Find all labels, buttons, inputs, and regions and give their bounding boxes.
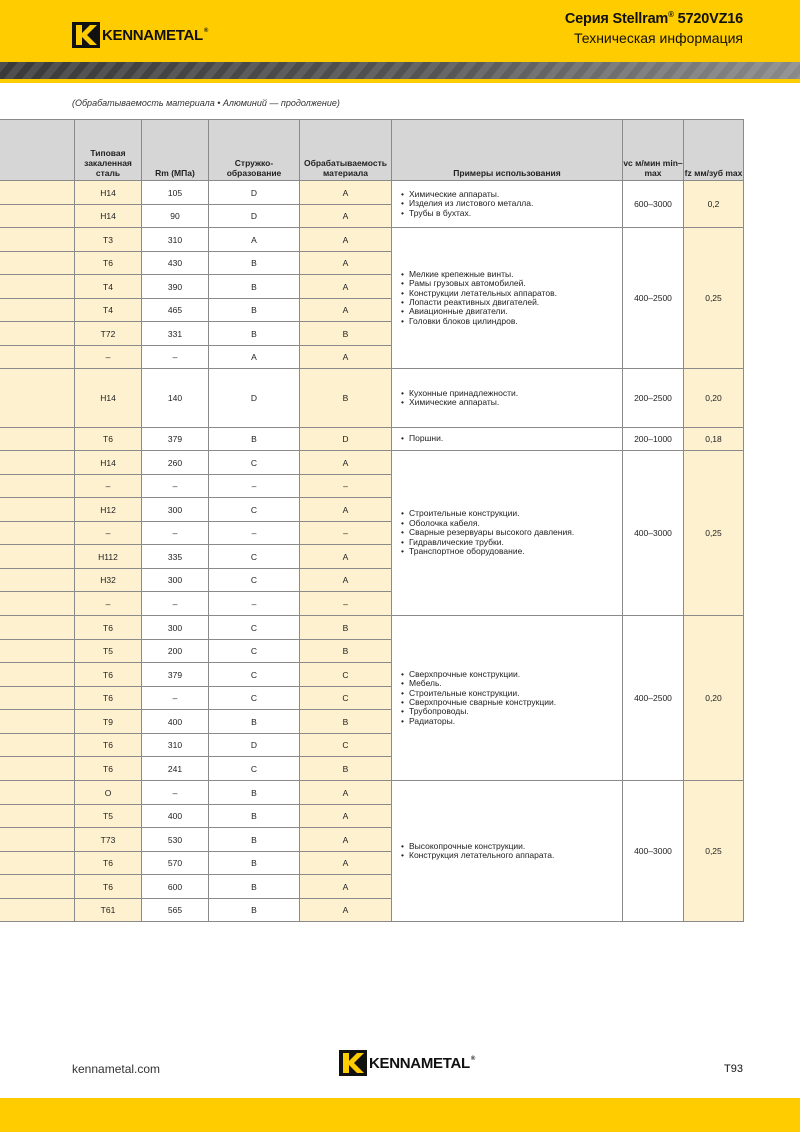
material-cell: [0, 181, 75, 205]
chip-formation-cell: C: [209, 687, 300, 710]
usage-list: [401, 389, 618, 408]
usage-list: [401, 190, 618, 218]
temper-cell: H14: [75, 181, 142, 205]
material-cell: [0, 899, 75, 922]
header-temper: Типовая закаленная сталь: [75, 120, 142, 181]
temper-cell: T6: [75, 852, 142, 875]
machinability-cell: A: [300, 899, 392, 922]
temper-cell: T5: [75, 640, 142, 663]
usage-examples-cell: [392, 228, 623, 369]
table-body: [0, 181, 744, 922]
material-cell: [0, 592, 75, 616]
machinability-cell: B: [300, 640, 392, 663]
material-cell: [0, 275, 75, 299]
material-cell: [0, 299, 75, 322]
chip-formation-cell: C: [209, 757, 300, 781]
usage-item: • Мебель.: [401, 679, 618, 688]
rm-cell: 570: [142, 852, 209, 875]
usage-item: • Кухонные принадлежности.: [401, 389, 618, 398]
table-row: [0, 781, 744, 805]
vc-cell: 600–3000: [623, 181, 684, 228]
machinability-cell: A: [300, 805, 392, 828]
temper-cell: H14: [75, 451, 142, 475]
rm-cell: 300: [142, 616, 209, 640]
header-brand-name: KENNAMETAL®: [102, 26, 209, 44]
temper-cell: –: [75, 346, 142, 369]
usage-examples-cell: [392, 428, 623, 451]
material-cell: [0, 852, 75, 875]
usage-list: [401, 270, 618, 326]
machinability-cell: B: [300, 322, 392, 346]
usage-item: • Сверхпрочные конструкции.: [401, 670, 618, 679]
chip-formation-cell: D: [209, 205, 300, 228]
chip-formation-cell: B: [209, 299, 300, 322]
yellow-rule: [0, 79, 800, 83]
material-cell: [0, 451, 75, 475]
usage-item: • Изделия из листового металла.: [401, 199, 618, 208]
temper-cell: –: [75, 522, 142, 545]
usage-item: • Головки блоков цилиндров.: [401, 317, 618, 326]
machinability-cell: A: [300, 875, 392, 899]
temper-cell: T6: [75, 875, 142, 899]
chip-formation-cell: B: [209, 710, 300, 734]
rm-cell: 331: [142, 322, 209, 346]
vc-cell: 400–2500: [623, 228, 684, 369]
machinability-cell: –: [300, 475, 392, 498]
header-logo: [72, 22, 208, 48]
material-cell: [0, 640, 75, 663]
series-title: Серия Stellram® 5720VZ16: [564, 10, 743, 27]
rm-cell: –: [142, 346, 209, 369]
rm-cell: 335: [142, 545, 209, 569]
material-cell: [0, 663, 75, 687]
usage-item: • Лопасти реактивных двигателей.: [401, 298, 618, 307]
table-row: [0, 181, 744, 205]
vc-cell: 400–2500: [623, 616, 684, 781]
header-usage-examples: Примеры использования: [392, 120, 623, 181]
rm-cell: –: [142, 781, 209, 805]
rm-cell: 310: [142, 228, 209, 252]
fz-cell: 0,2: [684, 181, 744, 228]
rm-cell: 300: [142, 498, 209, 522]
material-cell: [0, 710, 75, 734]
vc-cell: 200–1000: [623, 428, 684, 451]
rm-cell: 310: [142, 734, 209, 757]
rm-cell: 379: [142, 663, 209, 687]
usage-item: • Конструкция летательного аппарата.: [401, 851, 618, 860]
usage-item: • Сверхпрочные сварные конструкции.: [401, 698, 618, 707]
machinability-cell: A: [300, 205, 392, 228]
temper-cell: T5: [75, 805, 142, 828]
machinability-cell: B: [300, 710, 392, 734]
material-cell: [0, 616, 75, 640]
temper-cell: T6: [75, 757, 142, 781]
footer-bar: [0, 1098, 800, 1132]
machinability-cell: B: [300, 369, 392, 428]
page-subtitle: Техническая информация: [573, 29, 743, 46]
material-cell: [0, 228, 75, 252]
rm-cell: 300: [142, 569, 209, 592]
temper-cell: T6: [75, 428, 142, 451]
temper-cell: O: [75, 781, 142, 805]
rm-cell: 390: [142, 275, 209, 299]
machinability-cell: A: [300, 228, 392, 252]
kennametal-k-mark-icon: [72, 22, 100, 48]
material-cell: [0, 346, 75, 369]
temper-cell: T6: [75, 663, 142, 687]
temper-cell: –: [75, 475, 142, 498]
material-cell: [0, 498, 75, 522]
rm-cell: 600: [142, 875, 209, 899]
usage-item: • Высокопрочные конструкции.: [401, 842, 618, 851]
fz-cell: 0,25: [684, 228, 744, 369]
usage-item: • Сварные резервуары высокого давления.: [401, 528, 618, 537]
machinability-cell: B: [300, 757, 392, 781]
usage-list: [401, 842, 618, 861]
chip-formation-cell: D: [209, 734, 300, 757]
rm-cell: 465: [142, 299, 209, 322]
fz-cell: 0,25: [684, 781, 744, 922]
rm-cell: 565: [142, 899, 209, 922]
usage-item: • Химические аппараты.: [401, 190, 618, 199]
usage-list: [401, 670, 618, 726]
chip-formation-cell: B: [209, 322, 300, 346]
kennametal-k-mark-icon: [339, 1050, 367, 1076]
material-cell: [0, 252, 75, 275]
temper-cell: –: [75, 592, 142, 616]
material-cell: [0, 875, 75, 899]
rm-cell: –: [142, 592, 209, 616]
rm-cell: –: [142, 475, 209, 498]
machinability-cell: B: [300, 616, 392, 640]
chip-formation-cell: B: [209, 275, 300, 299]
page-number: T93: [724, 1063, 743, 1075]
machinability-cell: A: [300, 781, 392, 805]
header-blank: [0, 120, 75, 181]
material-cell: [0, 781, 75, 805]
table-header-row: [0, 120, 744, 181]
temper-cell: T6: [75, 616, 142, 640]
chip-formation-cell: A: [209, 346, 300, 369]
machinability-cell: –: [300, 522, 392, 545]
temper-cell: T3: [75, 228, 142, 252]
table-caption: (Обрабатываемость материала • Алюминий — продолжение): [72, 98, 340, 108]
material-cell: [0, 428, 75, 451]
chip-formation-cell: B: [209, 252, 300, 275]
fz-cell: 0,20: [684, 369, 744, 428]
usage-examples-cell: [392, 781, 623, 922]
fz-cell: 0,20: [684, 616, 744, 781]
chip-formation-cell: B: [209, 852, 300, 875]
machinability-cell: A: [300, 275, 392, 299]
fz-cell: 0,18: [684, 428, 744, 451]
usage-examples-cell: [392, 369, 623, 428]
machinability-table: [0, 119, 744, 922]
usage-item: • Строительные конструкции.: [401, 509, 618, 518]
rm-cell: 400: [142, 710, 209, 734]
machinability-cell: A: [300, 545, 392, 569]
table-row: [0, 616, 744, 640]
chip-formation-cell: B: [209, 428, 300, 451]
rm-cell: 241: [142, 757, 209, 781]
machinability-cell: –: [300, 592, 392, 616]
usage-item: • Химические аппараты.: [401, 398, 618, 407]
rm-cell: 379: [142, 428, 209, 451]
rm-cell: 530: [142, 828, 209, 852]
chip-formation-cell: A: [209, 228, 300, 252]
chip-formation-cell: –: [209, 475, 300, 498]
usage-item: • Трубы в бухтах.: [401, 209, 618, 218]
header-vc: vc м/мин min–max: [623, 120, 684, 181]
usage-item: • Конструкции летательных аппаратов.: [401, 289, 618, 298]
material-cell: [0, 522, 75, 545]
machinability-cell: A: [300, 828, 392, 852]
temper-cell: H12: [75, 498, 142, 522]
chip-formation-cell: C: [209, 569, 300, 592]
temper-cell: T6: [75, 734, 142, 757]
usage-item: • Поршни.: [401, 434, 618, 443]
usage-item: • Трубопроводы.: [401, 707, 618, 716]
usage-item: • Радиаторы.: [401, 717, 618, 726]
usage-examples-cell: [392, 616, 623, 781]
chip-formation-cell: C: [209, 616, 300, 640]
chip-formation-cell: B: [209, 899, 300, 922]
rm-cell: 400: [142, 805, 209, 828]
usage-item: • Гидравлические трубки.: [401, 538, 618, 547]
table-row: [0, 369, 744, 428]
usage-list: [401, 434, 618, 443]
rm-cell: –: [142, 687, 209, 710]
chip-formation-cell: D: [209, 369, 300, 428]
machinability-cell: A: [300, 181, 392, 205]
vc-cell: 400–3000: [623, 451, 684, 616]
usage-item: • Транспортное оборудование.: [401, 547, 618, 556]
usage-item: • Оболочка кабеля.: [401, 519, 618, 528]
material-cell: [0, 805, 75, 828]
temper-cell: T6: [75, 687, 142, 710]
machinability-cell: A: [300, 498, 392, 522]
machinability-cell: D: [300, 428, 392, 451]
machinability-cell: C: [300, 734, 392, 757]
rm-cell: 260: [142, 451, 209, 475]
usage-examples-cell: [392, 181, 623, 228]
usage-item: • Строительные конструкции.: [401, 689, 618, 698]
header-rm: Rm (МПа): [142, 120, 209, 181]
temper-cell: H14: [75, 205, 142, 228]
usage-item: • Авиационные двигатели.: [401, 307, 618, 316]
chip-formation-cell: –: [209, 592, 300, 616]
temper-cell: H32: [75, 569, 142, 592]
material-cell: [0, 687, 75, 710]
machinability-cell: A: [300, 299, 392, 322]
material-cell: [0, 322, 75, 346]
material-cell: [0, 569, 75, 592]
machinability-cell: A: [300, 569, 392, 592]
footer-url[interactable]: kennametal.com: [72, 1062, 161, 1076]
footer-logo: [339, 1050, 475, 1076]
chip-formation-cell: C: [209, 498, 300, 522]
temper-cell: T61: [75, 899, 142, 922]
usage-item: • Рамы грузовых автомобилей.: [401, 279, 618, 288]
rm-cell: –: [142, 522, 209, 545]
chip-formation-cell: D: [209, 181, 300, 205]
temper-cell: T4: [75, 275, 142, 299]
header-fz: fz мм/зуб max: [684, 120, 744, 181]
usage-list: [401, 509, 618, 556]
machinability-cell: A: [300, 252, 392, 275]
material-cell: [0, 369, 75, 428]
material-cell: [0, 545, 75, 569]
chip-formation-cell: B: [209, 828, 300, 852]
temper-cell: T6: [75, 252, 142, 275]
rm-cell: 140: [142, 369, 209, 428]
machinability-cell: A: [300, 852, 392, 875]
temper-cell: T4: [75, 299, 142, 322]
chip-formation-cell: B: [209, 805, 300, 828]
fz-cell: 0,25: [684, 451, 744, 616]
material-cell: [0, 475, 75, 498]
table-row: [0, 228, 744, 252]
vc-cell: 400–3000: [623, 781, 684, 922]
page-header: [0, 0, 800, 62]
table-row: [0, 451, 744, 475]
machinability-cell: C: [300, 687, 392, 710]
machinability-cell: A: [300, 451, 392, 475]
usage-examples-cell: [392, 451, 623, 616]
rm-cell: 430: [142, 252, 209, 275]
temper-cell: T9: [75, 710, 142, 734]
machinability-cell: C: [300, 663, 392, 687]
usage-item: • Мелкие крепежные винты.: [401, 270, 618, 279]
material-cell: [0, 205, 75, 228]
rm-cell: 200: [142, 640, 209, 663]
temper-cell: H14: [75, 369, 142, 428]
temper-cell: T72: [75, 322, 142, 346]
header-chip-formation: Стружко-образование: [209, 120, 300, 181]
header-machinability: Обрабатываемость материала: [300, 120, 392, 181]
table-row: [0, 428, 744, 451]
decorative-stripe-band: [0, 62, 800, 79]
machinability-cell: A: [300, 346, 392, 369]
chip-formation-cell: B: [209, 875, 300, 899]
chip-formation-cell: B: [209, 781, 300, 805]
material-cell: [0, 757, 75, 781]
chip-formation-cell: C: [209, 451, 300, 475]
header-title-block: [565, 10, 743, 46]
chip-formation-cell: C: [209, 640, 300, 663]
temper-cell: T73: [75, 828, 142, 852]
chip-formation-cell: –: [209, 522, 300, 545]
footer-brand-name: KENNAMETAL®: [369, 1054, 476, 1072]
material-cell: [0, 734, 75, 757]
chip-formation-cell: C: [209, 545, 300, 569]
rm-cell: 90: [142, 205, 209, 228]
vc-cell: 200–2500: [623, 369, 684, 428]
chip-formation-cell: C: [209, 663, 300, 687]
temper-cell: H112: [75, 545, 142, 569]
rm-cell: 105: [142, 181, 209, 205]
material-cell: [0, 828, 75, 852]
